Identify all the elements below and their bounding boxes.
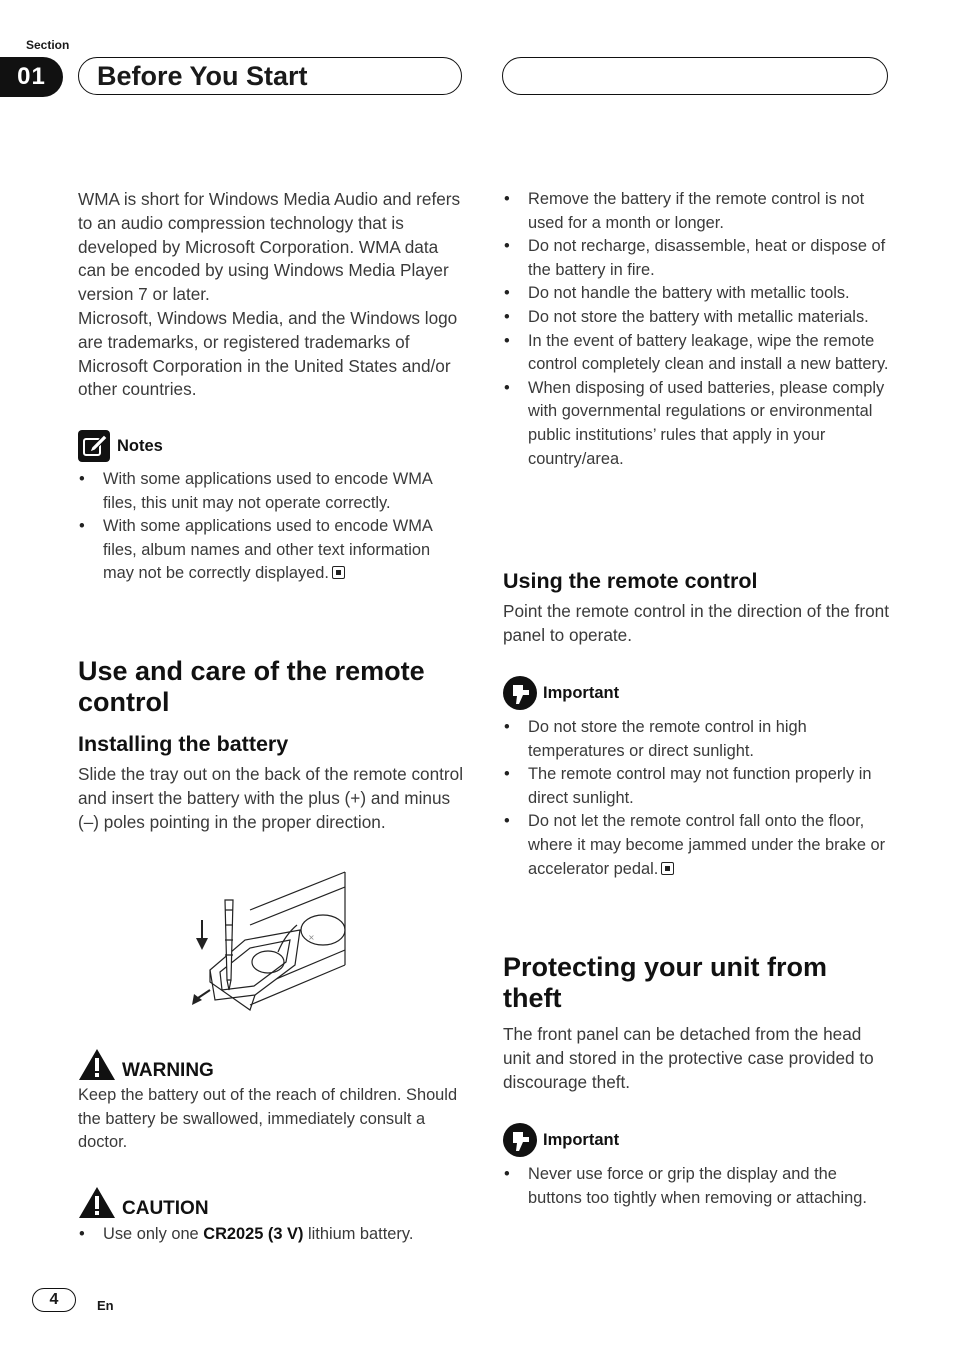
theft-heading: Protecting your unit from theft bbox=[503, 952, 827, 1013]
end-square-icon bbox=[332, 566, 345, 579]
page-title: Before You Start bbox=[97, 61, 308, 91]
warning-title: WARNING bbox=[122, 1060, 214, 1081]
warning-header bbox=[78, 1046, 214, 1082]
warning-triangle-icon bbox=[78, 1048, 116, 1081]
list-item: • With some applications used to encode WMA files, album names and other text information may not be correctly displayed. bbox=[78, 515, 464, 586]
blank-header-frame bbox=[502, 57, 888, 95]
notes-title: Notes bbox=[117, 436, 163, 455]
warning-text: Keep the battery out of the reach of children. Should the battery be swallowed, immediately consult a doctor. bbox=[78, 1086, 458, 1152]
language-label: En bbox=[97, 1298, 114, 1313]
caution-title: CAUTION bbox=[122, 1198, 209, 1219]
important-header-1 bbox=[503, 676, 619, 710]
important-list-2 bbox=[503, 1163, 891, 1210]
page-number: 4 bbox=[32, 1288, 76, 1312]
caution-list bbox=[78, 1223, 464, 1247]
list-item: • Do not handle the battery with metallic tools. bbox=[503, 282, 891, 306]
list-item: • Use only one CR2025 (3 V) lithium battery. bbox=[78, 1223, 464, 1247]
battery-text: Slide the tray out on the back of the remote control and insert the battery with the plus (+) and minus (–) poles pointing in the proper direction. bbox=[78, 764, 464, 832]
wma-intro: WMA is short for Windows Media Audio and refers to an audio compression technology that is developed by Microsoft Corporation. WMA data can be encoded by using Windows Media Player version 7 or later. bbox=[78, 189, 461, 305]
notes-header bbox=[78, 430, 163, 462]
section-label: Section bbox=[26, 38, 70, 52]
svg-text:×: × bbox=[308, 933, 315, 942]
important-title: Important bbox=[543, 683, 620, 702]
battery-model: CR2025 (3 V) bbox=[203, 1225, 304, 1243]
list-item: • Do not recharge, disassemble, heat or dispose of the battery in fire. bbox=[503, 235, 891, 282]
pointing-hand-icon bbox=[503, 1123, 537, 1157]
important-title: Important bbox=[543, 1130, 620, 1149]
battery-care-list bbox=[503, 188, 891, 471]
caution-header bbox=[78, 1184, 209, 1220]
pencil-note-icon bbox=[78, 430, 110, 462]
caution-triangle-icon bbox=[78, 1186, 116, 1219]
theft-text: The front panel can be detached from the head unit and stored in the protective case provided to discourage theft. bbox=[503, 1024, 874, 1092]
notes-list bbox=[78, 468, 464, 586]
battery-heading: Installing the battery bbox=[78, 732, 289, 756]
end-square-icon bbox=[661, 862, 674, 875]
wma-trademark: Microsoft, Windows Media, and the Windows logo are trademarks, or registered trademarks of Microsoft Corporation in the United States and/or other countries. bbox=[78, 308, 458, 400]
section-number: 01 bbox=[0, 57, 63, 97]
using-text: Point the remote control in the direction of the front panel to operate. bbox=[503, 601, 889, 645]
list-item: • Do not store the battery with metallic materials. bbox=[503, 306, 891, 330]
list-item: • Do not store the remote control in high temperatures or direct sunlight. bbox=[503, 716, 891, 763]
important-list-1 bbox=[503, 716, 891, 881]
remote-heading: Use and care of the remote control bbox=[78, 656, 425, 717]
list-item: • Remove the battery if the remote control is not used for a month or longer. bbox=[503, 188, 891, 235]
list-item: • In the event of battery leakage, wipe the remote control completely clean and install a new battery. bbox=[503, 330, 891, 377]
list-item: • With some applications used to encode WMA files, this unit may not operate correctly. bbox=[78, 468, 464, 515]
pointing-hand-icon bbox=[503, 676, 537, 710]
list-item: • The remote control may not function properly in direct sunlight. bbox=[503, 763, 891, 810]
list-item: • Do not let the remote control fall onto the floor, where it may become jammed under the brake or accelerator pedal. bbox=[503, 810, 891, 881]
list-item: • When disposing of used batteries, please comply with governmental regulations or environmental public institutions’ rules that apply in your country/area. bbox=[503, 377, 891, 471]
using-heading: Using the remote control bbox=[503, 569, 758, 593]
list-item: • Never use force or grip the display and the buttons too tightly when removing or attaching. bbox=[503, 1163, 891, 1210]
important-header-2 bbox=[503, 1123, 619, 1157]
battery-tray-illustration bbox=[190, 870, 350, 1015]
